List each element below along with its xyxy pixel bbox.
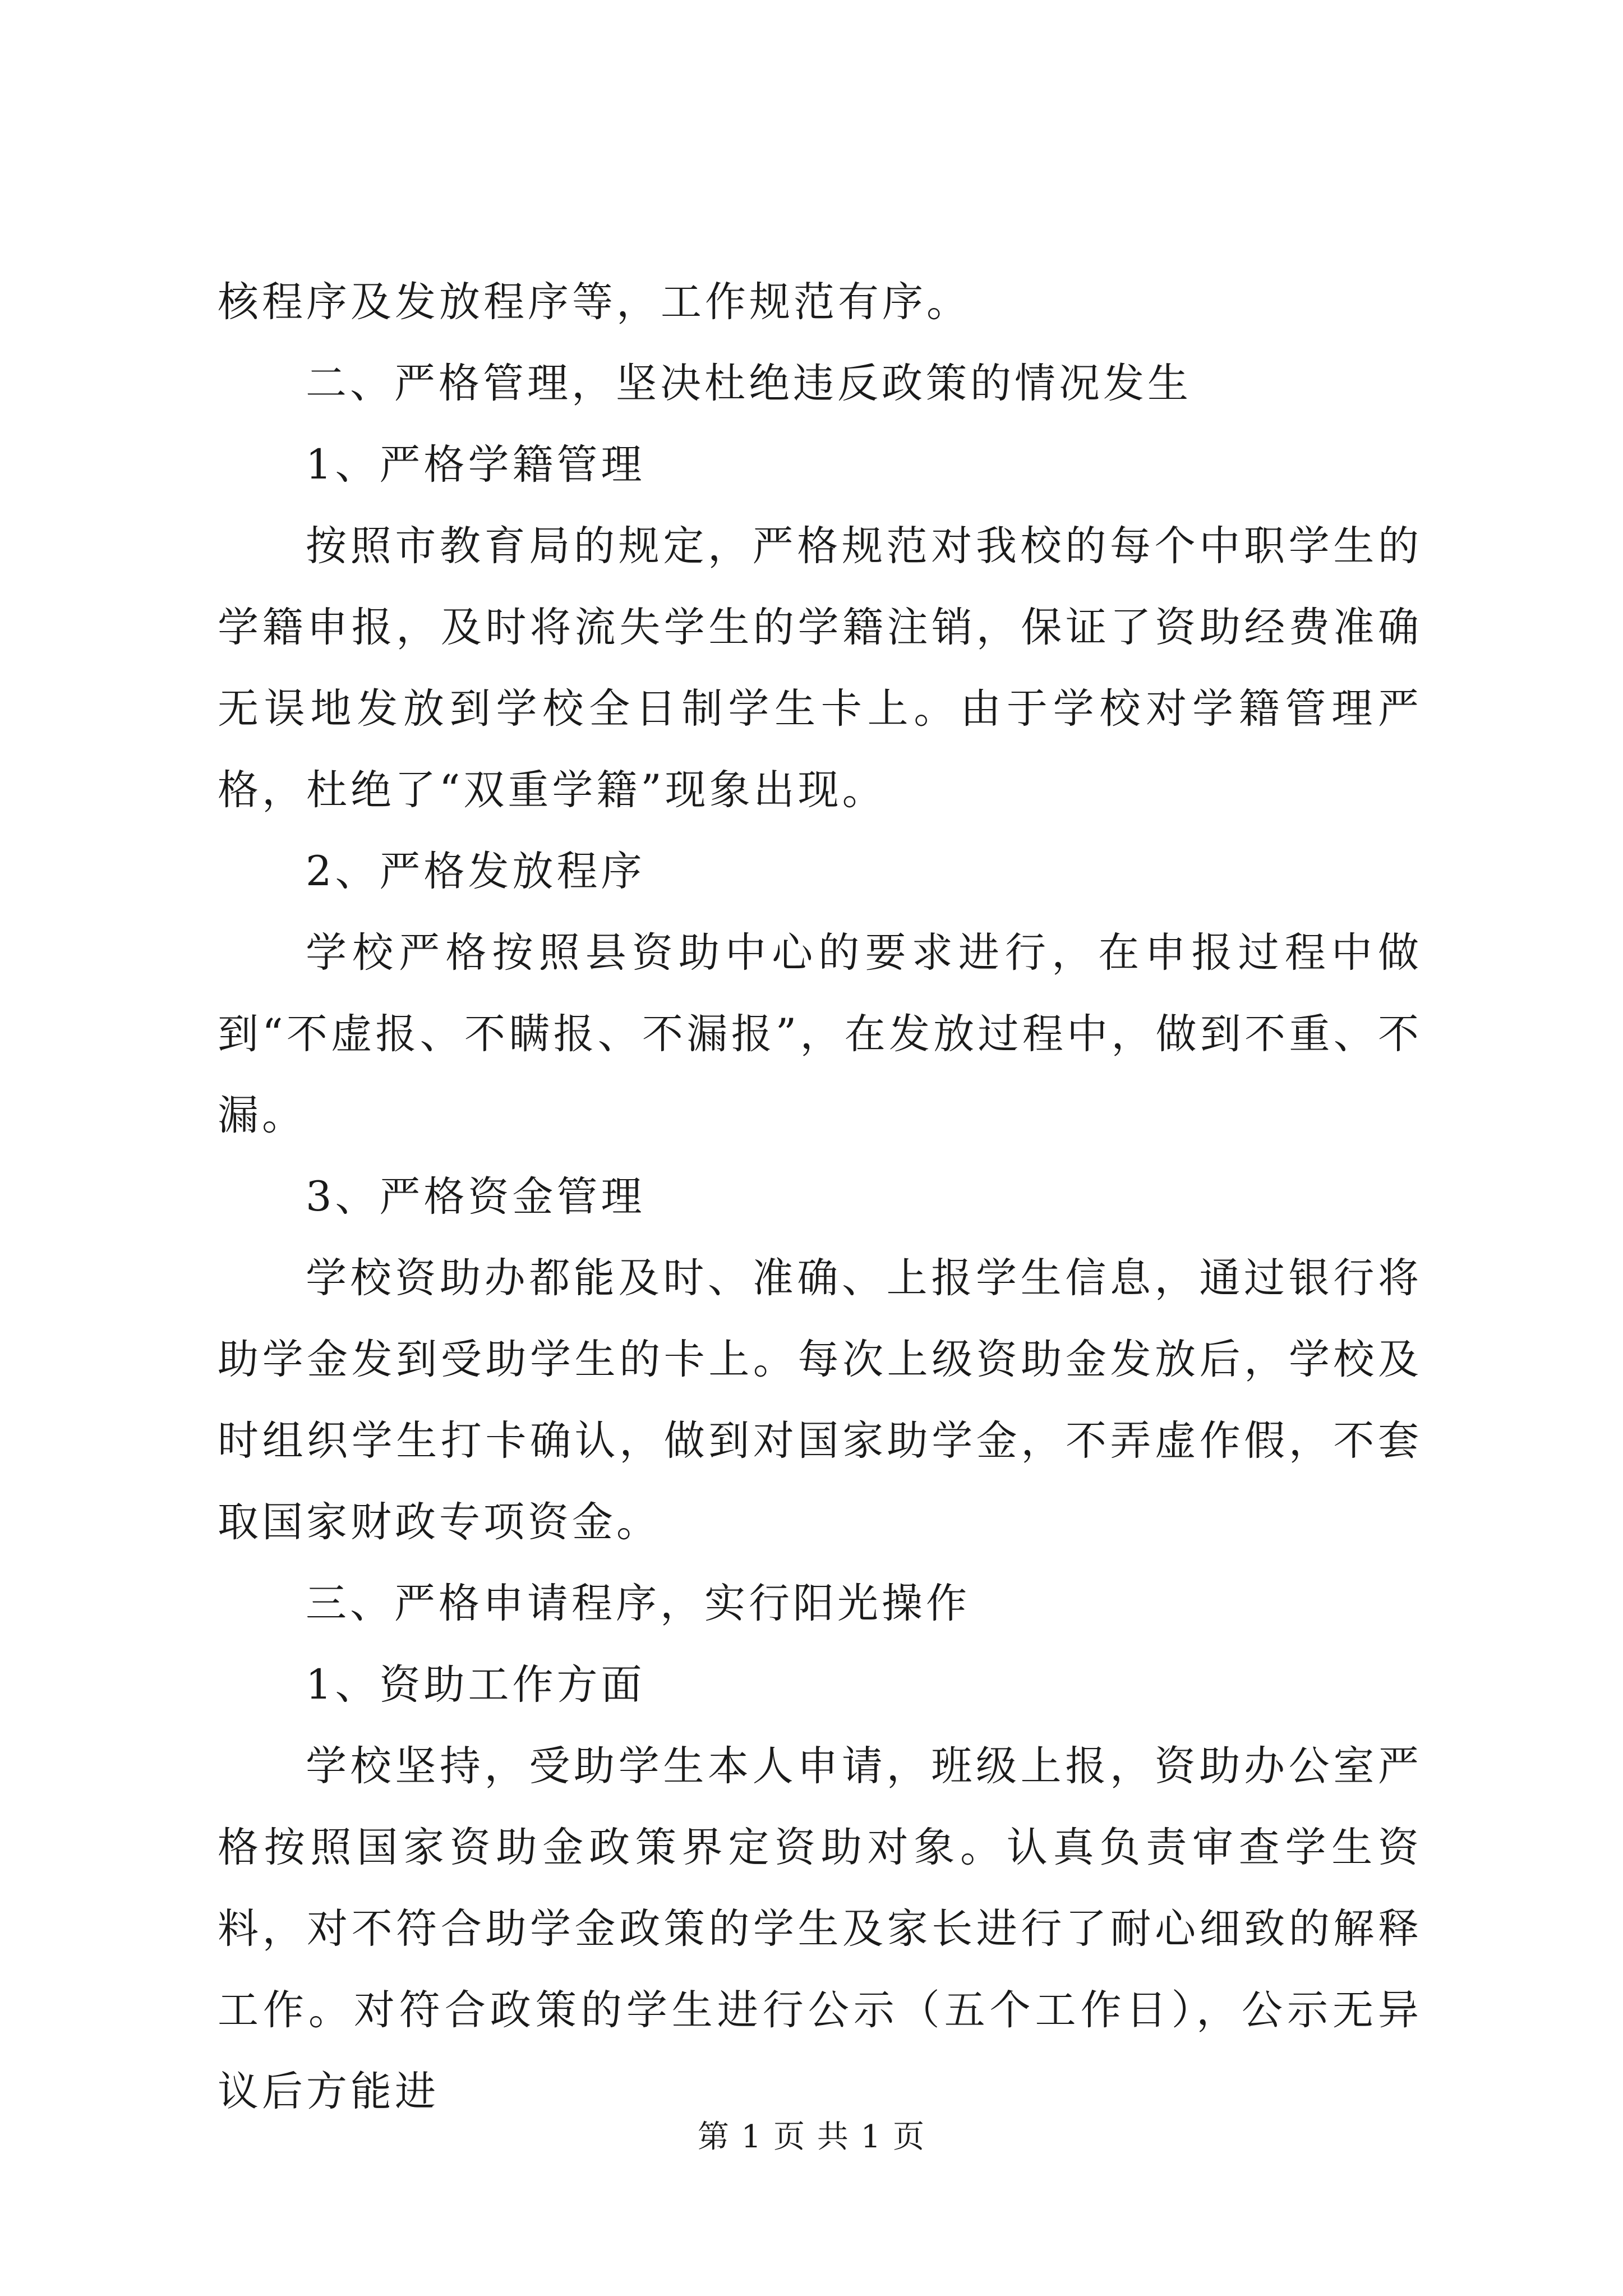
paragraph-aid-work: 学校坚持，受助学生本人申请，班级上报，资助办公室严格按照国家资助金政策界定资助对象。认真负责审查学生资料，对不符合助学金政策的学生及家长进行了耐心细致的解释工作。对符合政策的学生进行公示（五个工作日），公示无异议后方能进 <box>218 1742 1422 2115</box>
subheading-funds: 3、严格资金管理 <box>306 1173 645 1221</box>
section-heading-3: 三、严格申请程序，实行阳光操作 <box>306 1580 970 1627</box>
paragraph-student-records: 按照市教育局的规定，严格规范对我校的每个中职学生的学籍申报，及时将流失学生的学籍注销，保证了资助经费准确无误地发放到学校全日制学生卡上。由于学校对学籍管理严格，杜绝了“双重学籍”现象出现。 <box>218 522 1422 814</box>
paragraph-distribution: 学校严格按照县资助中心的要求进行，在申报过程中做到“不虚报、不瞒报、不漏报”，在发放过程中，做到不重、不漏。 <box>218 929 1422 1139</box>
section-heading-2: 二、严格管理，坚决杜绝违反政策的情况发生 <box>306 360 1192 407</box>
paragraph-funds: 学校资助办都能及时、准确、上报学生信息，通过银行将助学金发到受助学生的卡上。每次上级资助金发放后，学校及时组织学生打卡确认，做到对国家助学金，不弄虚作假，不套取国家财政专项资金。 <box>218 1254 1422 1546</box>
paragraph-continuation: 核程序及发放程序等，工作规范有序。 <box>218 278 971 326</box>
subheading-aid-work: 1、资助工作方面 <box>306 1661 645 1709</box>
subheading-distribution: 2、严格发放程序 <box>306 848 645 895</box>
page-footer: 第 1 页 共 1 页 <box>697 2119 926 2155</box>
subheading-student-records: 1、严格学籍管理 <box>306 441 645 489</box>
document-body <box>218 261 1422 2132</box>
